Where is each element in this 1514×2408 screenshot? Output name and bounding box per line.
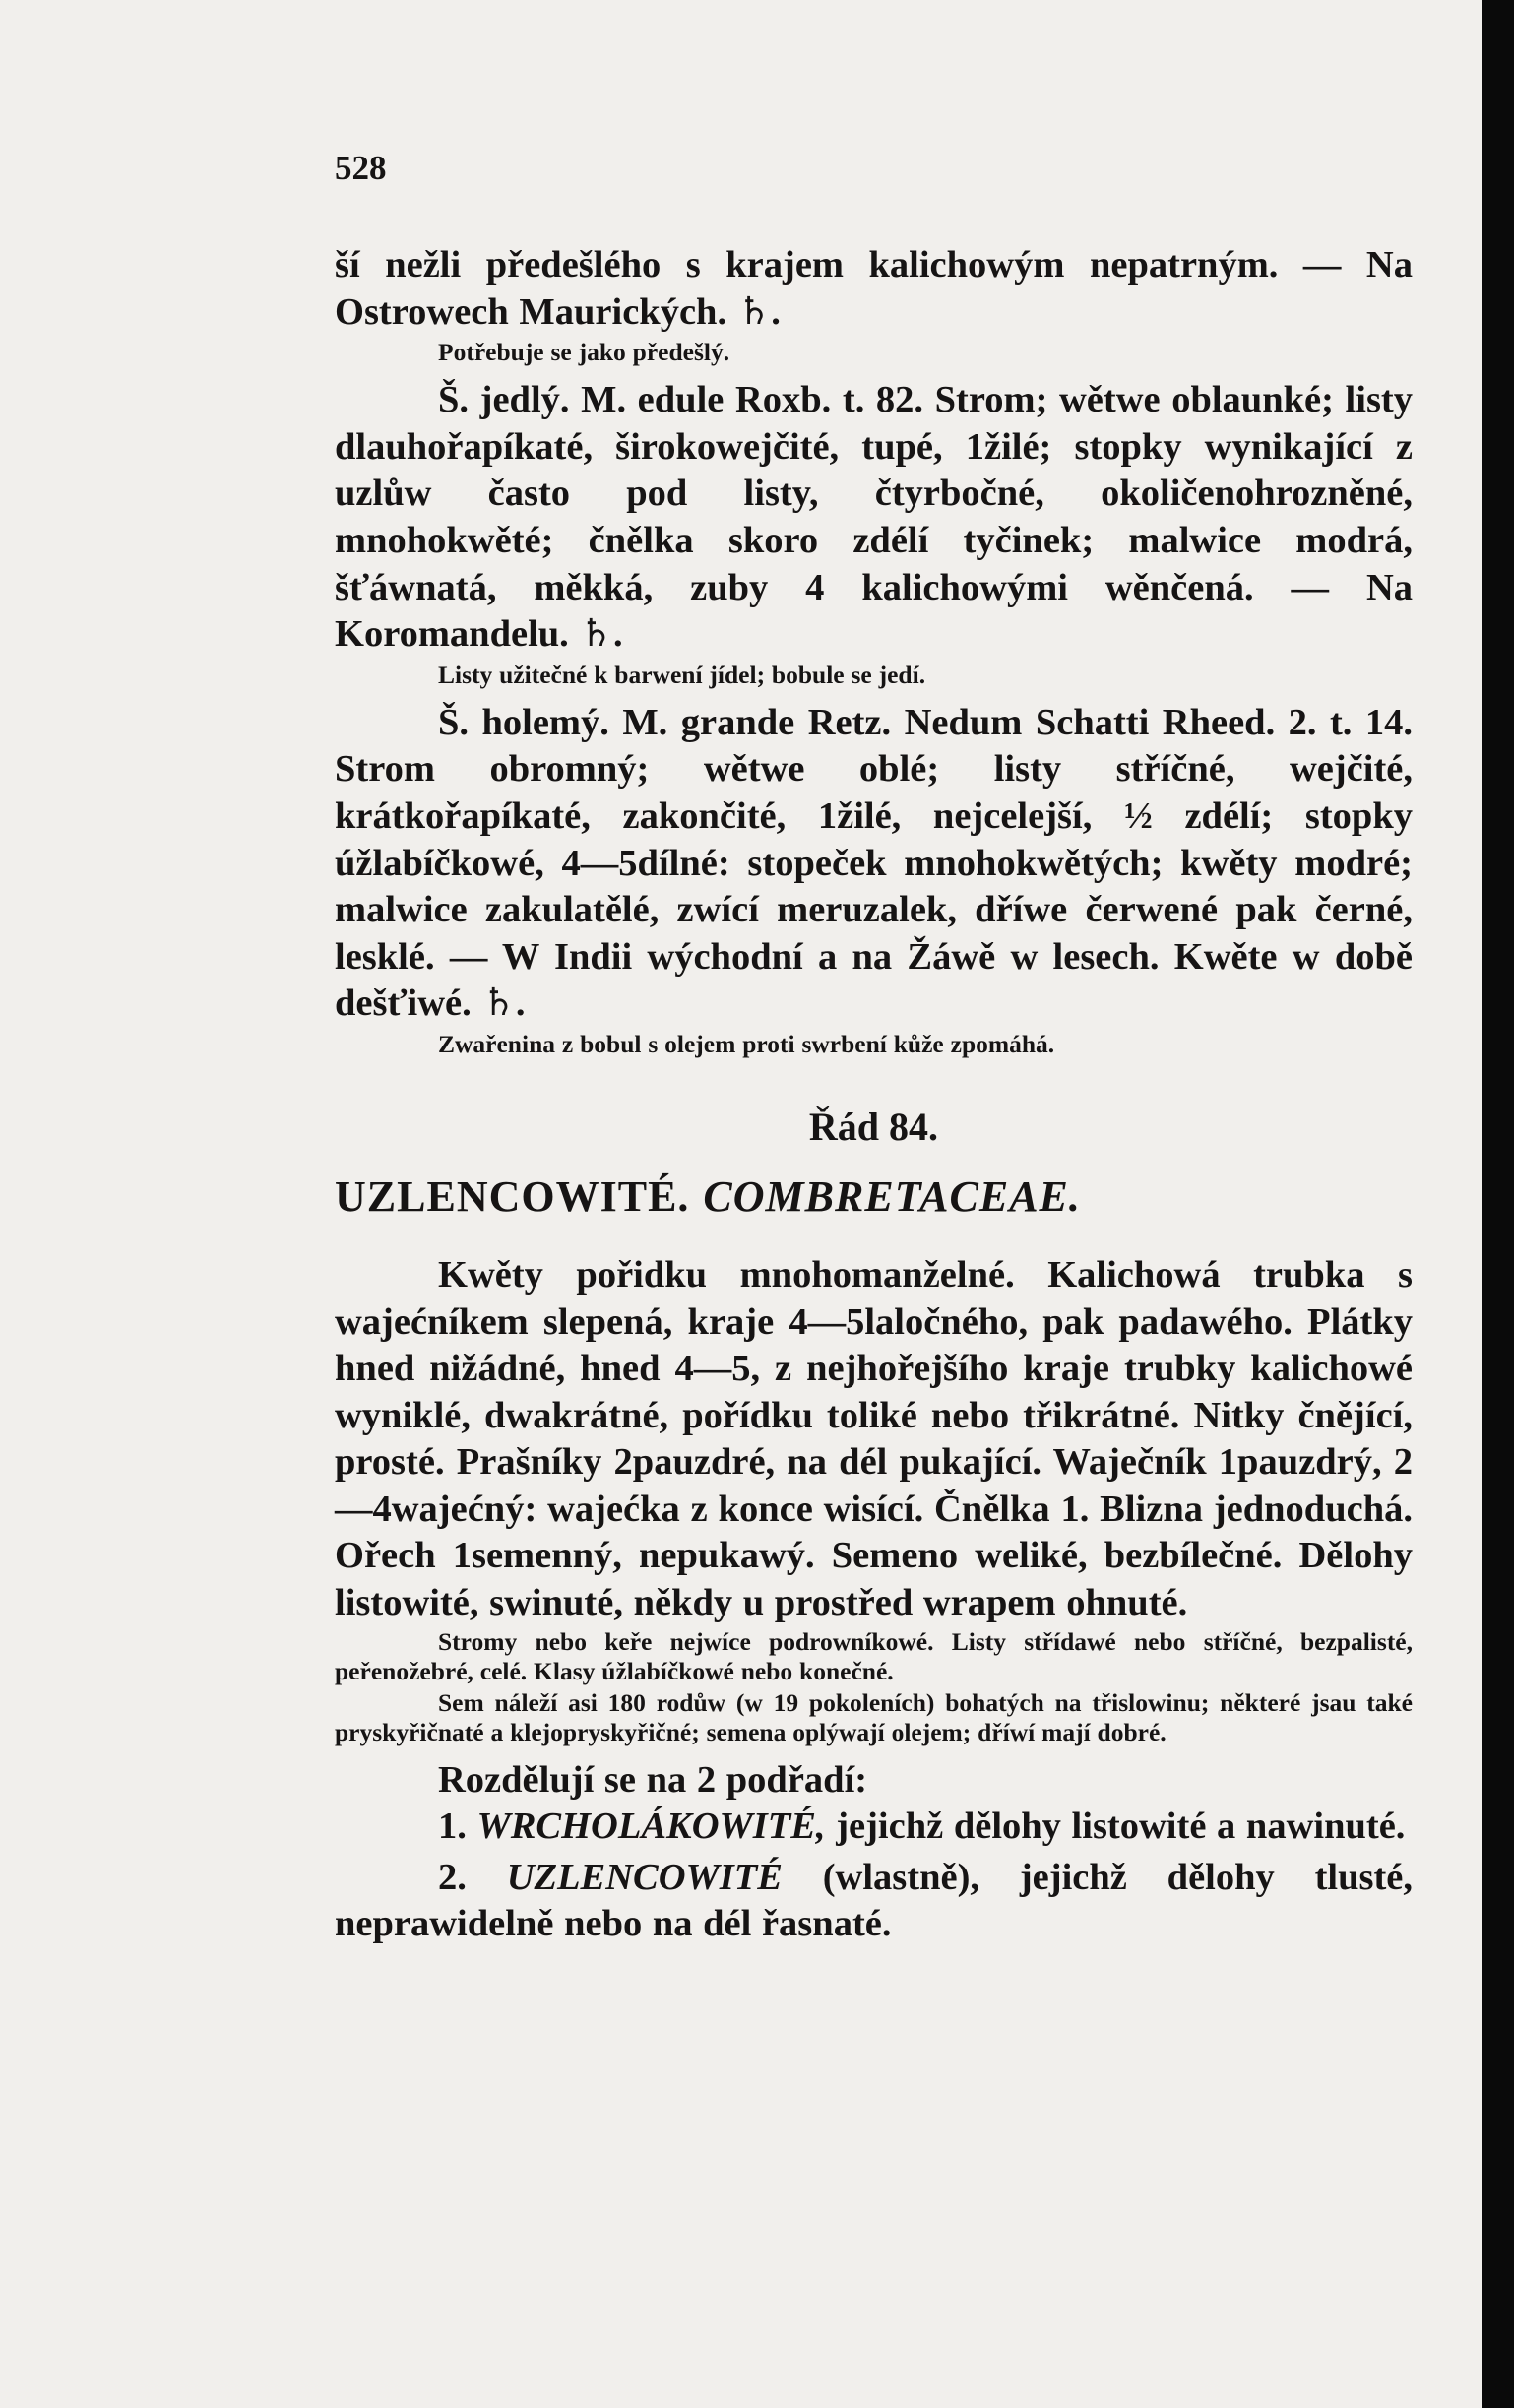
note-usage-1: Potřebuje se jako předešlý. [438,338,730,367]
paragraph-subdivision-intro: Rozdělují se na 2 podřadí: [438,1758,868,1801]
page-content [335,148,1413,1948]
subdivision-text-1: jejichž dělohy listowité a nawinuté. [836,1806,1406,1848]
paragraph-species-grande: Š. holemý. M. grande Retz. Nedum Schatti Rheed. 2. t. 14. Strom obromný; wětwe oblé; listy stříčné, wejčité, krátkořapíkaté, zakončité, 1žilé, nejcelejší, ½ zdélí; stopky úžlabíčkowé, 4—5dílné: stopeček mnohokwětých; kwěty modré; malwice zakulatělé, zwící meruzalek, dříwe čerwené pak černé, lesklé. — W Indii wýchodní a na Žáwě w lesech. Kwěte w době dešťiwé. ♄. [335,701,1413,1025]
subdivision-number-1: 1. [438,1806,467,1848]
subdivision-name-1: WRCHOLÁKOWITÉ, [476,1806,826,1848]
note-family-habit: Stromy nebo keře nejwíce podrowníkowé. Listy střídawé nebo stříčné, bezpalisté, peřenožebré, celé. Klasy úžlabíčkowé nebo konečné. [335,1626,1413,1685]
scan-border [1482,0,1514,2408]
note-usage-2: Listy užitečné k barwení jídel; bobule se jedí. [438,660,926,689]
paragraph-species-edule: Š. jedlý. M. edule Roxb. t. 82. Strom; wětwe oblaunké; listy dlauhořapíkaté, širokowejčité, tupé, 1žilé; stopky wynikající z uzlůw často pod listy, čtyrbočné, okoličenohrozněné, mnohokwěté; čnělka skoro zdélí tyčinek; malwice modrá, šťáwnatá, měkká, zuby 4 kalichowými wěnčená. — Na Koromandelu. ♄. [335,379,1413,656]
order-heading: Řád 84. [808,1104,939,1149]
subdivision-text-2: (wlastně), jejichž dělohy tlusté, neprawidelně nebo na dél řasnaté. [335,1856,1414,1945]
family-name-latin: COMBRETACEAE. [703,1172,1081,1221]
page-number: 528 [335,149,387,187]
paragraph-continuation: ší nežli předešlého s krajem kalichowým nepatrným. — Na Ostrowech Maurických. ♄. [335,244,1413,333]
family-heading [335,1170,1413,1225]
family-name-czech: UZLENCOWITÉ. [335,1172,690,1221]
note-family-genera: Sem náleží asi 180 rodůw (w 19 pokoleních) bohatých na třislowinu; některé jsau také pryskyřičnaté a klejopryskyřičné; semena oplýwají olejem; dříwí mají dobré. [335,1687,1413,1746]
note-usage-3: Zwařenina z bobul s olejem proti swrbení kůže zpomáhá. [438,1029,1055,1058]
subdivision-number-2: 2. [438,1856,467,1898]
subdivision-item-1 [335,1804,1413,1851]
subdivision-name-2: UZLENCOWITÉ [506,1856,783,1898]
paragraph-family-description: Kwěty pořidku mnohomanželné. Kalichowá trubka s wajećníkem slepená, kraje 4—5laločného, pak padawého. Plátky hned nižádné, hned 4—5, z nejhořejšího kraje trubky kalichowé wyniklé, dwakrátné, pořídku toliké nebo třikrátné. Nitky čnějící, prosté. Prašníky 2pauzdré, na dél pukající. Waječník 1pauzdrý, 2—4wajećný: wajećka z konce wisící. Čnělka 1. Blizna jednoduchá. Ořech 1semenný, nepukawý. Semeno weliké, bezbílečné. Dělohy listowité, swinuté, někdy u prostřed wrapem ohnuté. [335,1253,1413,1624]
subdivision-item-2 [335,1855,1413,1948]
